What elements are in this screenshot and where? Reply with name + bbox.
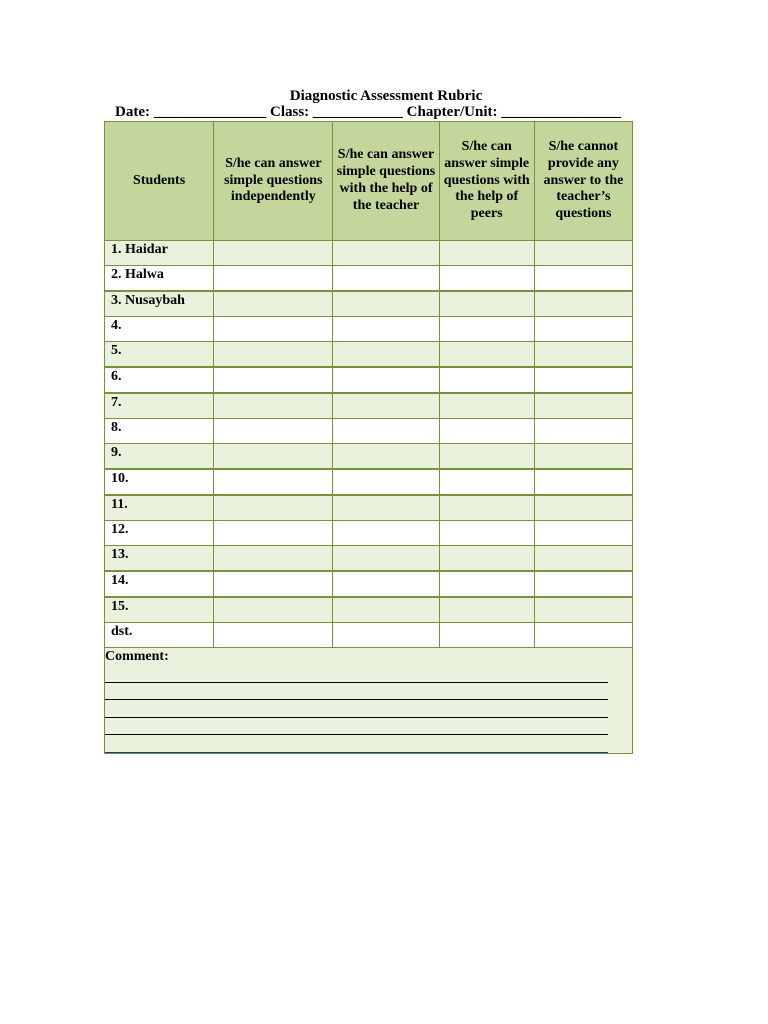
column-header-teacher-help: S/he can answer simple questions with the help of the teacher [333, 122, 439, 241]
rating-cell[interactable] [333, 266, 439, 292]
rating-cell[interactable] [439, 241, 534, 266]
student-name-cell: 12. [105, 521, 214, 546]
comment-line[interactable] [105, 683, 608, 701]
rating-cell[interactable] [214, 342, 333, 368]
header-row [105, 122, 633, 241]
rating-cell[interactable] [333, 317, 439, 342]
rating-cell[interactable] [439, 495, 534, 521]
rating-cell[interactable] [534, 546, 632, 572]
student-name-cell: 15. [105, 597, 214, 623]
rating-cell[interactable] [333, 241, 439, 266]
rating-cell[interactable] [534, 597, 632, 623]
date-class-chapter-line [115, 104, 621, 121]
table-row [105, 367, 633, 393]
comment-row [105, 648, 633, 754]
rating-cell[interactable] [214, 623, 333, 648]
rating-cell[interactable] [534, 469, 632, 495]
rating-cell[interactable] [534, 444, 632, 470]
rating-cell[interactable] [333, 342, 439, 368]
rating-cell[interactable] [214, 241, 333, 266]
rating-cell[interactable] [439, 469, 534, 495]
rating-cell[interactable] [439, 266, 534, 292]
student-name-cell: 11. [105, 495, 214, 521]
table-row [105, 419, 633, 444]
column-header-independent: S/he can answer simple questions independently [214, 122, 333, 241]
rating-cell[interactable] [214, 546, 333, 572]
table-row [105, 444, 633, 470]
student-name-cell: 13. [105, 546, 214, 572]
rating-cell[interactable] [439, 342, 534, 368]
student-name-cell: 5. [105, 342, 214, 368]
rating-cell[interactable] [214, 367, 333, 393]
meta-line-text: Date: _______________ Class: ____________ Chapter/Unit: ________________ [115, 104, 622, 120]
column-header-students: Students [105, 122, 214, 241]
rating-cell[interactable] [439, 623, 534, 648]
rating-cell[interactable] [534, 342, 632, 368]
rating-cell[interactable] [534, 623, 632, 648]
rating-cell[interactable] [439, 367, 534, 393]
rating-cell[interactable] [439, 419, 534, 444]
rating-cell[interactable] [534, 521, 632, 546]
rating-cell[interactable] [333, 546, 439, 572]
table-row [105, 597, 633, 623]
table-row [105, 521, 633, 546]
table-row [105, 393, 633, 419]
rating-cell[interactable] [439, 291, 534, 317]
page-title: Diagnostic Assessment Rubric [289, 88, 483, 104]
rating-cell[interactable] [214, 317, 333, 342]
rating-cell[interactable] [439, 597, 534, 623]
comment-label: Comment: [105, 649, 169, 664]
rating-cell[interactable] [439, 571, 534, 597]
comment-section[interactable] [105, 648, 633, 754]
rating-cell[interactable] [214, 571, 333, 597]
rating-cell[interactable] [214, 419, 333, 444]
comment-line[interactable] [105, 735, 608, 753]
table-row [105, 266, 633, 292]
rating-cell[interactable] [439, 393, 534, 419]
rating-cell[interactable] [534, 291, 632, 317]
rating-cell[interactable] [214, 291, 333, 317]
rating-cell[interactable] [333, 623, 439, 648]
rating-cell[interactable] [214, 444, 333, 470]
table-row [105, 291, 633, 317]
table-row [105, 495, 633, 521]
student-name-cell: 3. Nusaybah [105, 291, 214, 317]
column-header-peer-help: S/he can answer simple questions with the help of peers [439, 122, 534, 241]
rating-cell[interactable] [534, 419, 632, 444]
rating-cell[interactable] [534, 495, 632, 521]
student-name-cell: 14. [105, 571, 214, 597]
student-name-cell: 8. [105, 419, 214, 444]
rating-cell[interactable] [214, 597, 333, 623]
table-row [105, 317, 633, 342]
rating-cell[interactable] [439, 546, 534, 572]
student-name-cell: 10. [105, 469, 214, 495]
rating-cell[interactable] [534, 367, 632, 393]
rating-cell[interactable] [333, 469, 439, 495]
rating-cell[interactable] [534, 317, 632, 342]
rating-cell[interactable] [214, 495, 333, 521]
rating-cell[interactable] [214, 469, 333, 495]
rating-cell[interactable] [214, 266, 333, 292]
student-name-cell: 1. Haidar [105, 241, 214, 266]
rating-cell[interactable] [333, 419, 439, 444]
table-row [105, 241, 633, 266]
rubric-table [104, 121, 633, 754]
comment-line[interactable] [105, 718, 608, 736]
rating-cell[interactable] [333, 495, 439, 521]
column-header-no-answer: S/he cannot provide any answer to the teacher’s questions [534, 122, 632, 241]
table-row [105, 342, 633, 368]
comment-line[interactable] [105, 700, 608, 718]
table-row [105, 546, 633, 572]
comment-line[interactable] [105, 665, 608, 683]
rating-cell[interactable] [333, 367, 439, 393]
student-name-cell: 7. [105, 393, 214, 419]
student-name-cell: dst. [105, 623, 214, 648]
rating-cell[interactable] [439, 317, 534, 342]
rating-cell[interactable] [333, 393, 439, 419]
table-row [105, 623, 633, 648]
rating-cell[interactable] [439, 521, 534, 546]
rating-cell[interactable] [534, 266, 632, 292]
rating-cell[interactable] [333, 291, 439, 317]
rating-cell[interactable] [534, 393, 632, 419]
student-name-cell: 2. Halwa [105, 266, 214, 292]
rating-cell[interactable] [214, 393, 333, 419]
rating-cell[interactable] [534, 241, 632, 266]
rating-cell[interactable] [333, 571, 439, 597]
rating-cell[interactable] [439, 444, 534, 470]
table-row [105, 571, 633, 597]
student-name-cell: 9. [105, 444, 214, 470]
rating-cell[interactable] [214, 521, 333, 546]
rating-cell[interactable] [534, 571, 632, 597]
student-name-cell: 6. [105, 367, 214, 393]
rating-cell[interactable] [333, 521, 439, 546]
table-row [105, 469, 633, 495]
rating-cell[interactable] [333, 444, 439, 470]
rating-cell[interactable] [333, 597, 439, 623]
student-name-cell: 4. [105, 317, 214, 342]
